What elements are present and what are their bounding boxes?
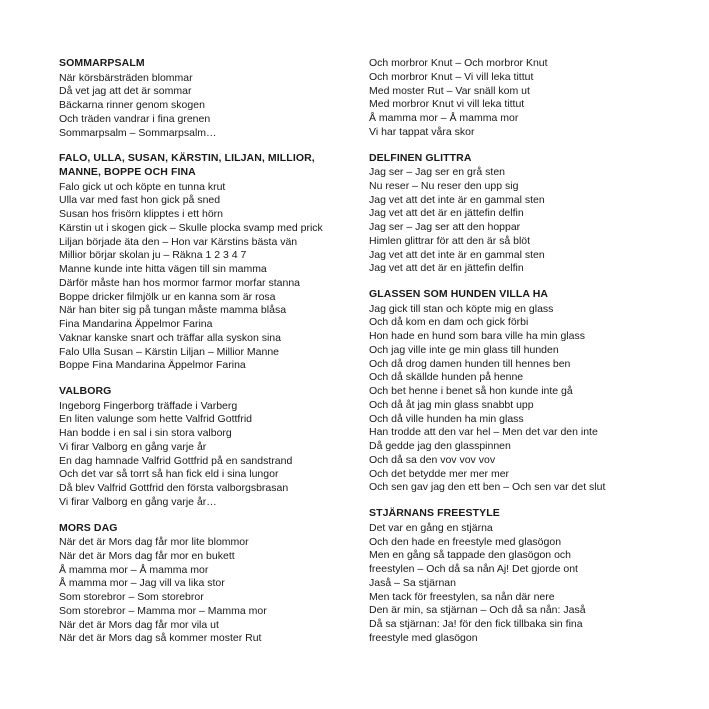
lyric-line: Manne kunde inte hitta vägen till sin mamma [59,263,267,276]
lyric-line: Han trodde att den var hel – Men det var den inte [369,426,598,439]
song-block [59,152,359,373]
lyric-line: Och då skällde hunden på henne [369,371,524,384]
lyric-line: När det är Mors dag får mor en bukett [59,549,235,562]
lyric-line: Då gedde jag den glasspinnen [369,440,511,453]
lyric-line: Boppe Fina Mandarina Äppelmor Farina [59,359,246,372]
lyric-line: Jag vet att det inte är en gammal sten [369,193,545,206]
lyric-line: Och bet henne i benet så hon kunde inte gå [369,385,573,398]
lyric-line: Då sa stjärnan: Ja! för den fick tillbaka sin fina [369,618,583,631]
lyric-line: Vi firar Valborg en gång varje år… [59,495,217,508]
lyric-line: När det är Mors dag får mor lite blommor [59,536,249,549]
lyric-line: Och jag ville inte ge min glass till hunden [369,343,559,356]
lyrics-column-left [59,57,359,658]
lyric-line: När det är Mors dag så kommer moster Rut [59,632,262,645]
lyric-line: Och då kom en dam och gick förbi [369,316,529,329]
lyric-line: Millior börjar skolan ju – Räkna 1 2 3 4 7 [59,249,247,262]
lyric-line: Vi har tappat våra skor [369,125,475,138]
lyric-line: Han bodde i en sal i sin stora valborg [59,427,232,440]
lyric-line: Sommarpsalm – Sommarpsalm… [59,126,217,139]
lyric-line: Bäckarna rinner genom skogen [59,99,205,112]
lyric-line: Hon hade en hund som bara ville ha min glass [369,330,585,343]
lyric-line: Som storebror – Som storebror [59,591,204,604]
lyric-line: Då vet jag att det är sommar [59,85,192,98]
lyric-line: Och det betydde mer mer mer [369,467,510,480]
lyric-line: Då blev Valfrid Gottfrid den första valborgsbrasan [59,482,289,495]
lyric-line: freestylen – Och då sa nån Aj! Det gjorde ont [369,563,578,576]
lyric-line: Himlen glittrar för att den är så blöt [369,234,531,247]
lyric-line: Jag gick till stan och köpte mig en glass [369,302,554,315]
lyric-line: Falo Ulla Susan – Kärstin Liljan – Millior Manne [59,345,280,358]
lyric-line: Jag ser – Jag ser att den hoppar [369,221,521,234]
lyric-line: Jag vet att det inte är en gammal sten [369,248,545,261]
lyric-line: Och det var så torrt så han fick eld i sina lungor [59,468,279,481]
lyric-line: Susan hos frisörn klipptes i ett hörn [59,208,224,221]
lyric-line: Och sen gav jag den ett ben – Och sen var det slut [369,481,606,494]
lyric-line: Boppe dricker filmjölk ur en kanna som är rosa [59,290,276,303]
lyric-line: Med moster Rut – Var snäll kom ut [369,84,530,97]
lyric-line: Men tack för freestylen, sa nån där nere [369,590,555,603]
song-block [369,152,669,277]
lyric-line: Och då åt jag min glass snabbt upp [369,398,534,411]
lyric-line: När körsbärsträden blommar [59,71,193,84]
song-block [369,288,669,495]
lyric-line: Kärstin ut i skogen gick – Skulle plocka svamp med prick [59,221,323,234]
lyric-line: Och träden vandrar i fina grenen [59,112,211,125]
lyric-line: Liljan började äta den – Hon var Kärstins bästa vän [59,235,298,248]
lyric-line: Som storebror – Mamma mor – Mamma mor [59,604,267,617]
song-block [59,522,359,647]
song-title: VALBORG [59,385,112,398]
lyric-line: Och då ville hunden ha min glass [369,412,524,425]
lyric-line: Falo gick ut och köpte en tunna krut [59,180,226,193]
lyrics-column-right [369,57,669,658]
lyric-line: Ingeborg Fingerborg träffade i Varberg [59,399,238,412]
lyric-line: När han biter sig på tungan måste mamma blåsa [59,304,287,317]
lyric-line: Vi firar Valborg en gång varje år [59,440,207,453]
song-title: DELFINEN GLITTRA [369,151,472,164]
lyric-line: Och då drog damen hunden till hennes ben [369,357,571,370]
lyric-line: Ulla var med fast hon gick på sned [59,194,221,207]
song-block [369,507,669,645]
lyric-line: Jaså – Sa stjärnan [369,576,456,589]
lyric-line: Jag vet att det är en jättefin delfin [369,262,524,275]
lyric-line: Å mamma mor – Å mamma mor [59,563,209,576]
song-title: MORS DAG [59,521,118,534]
lyric-line: Och morbror Knut – Och morbror Knut [369,57,548,69]
lyric-line: Jag ser – Jag ser en grå sten [369,166,505,179]
lyric-line: Med morbror Knut vi vill leka tittut [369,98,525,111]
lyric-line: Å mamma mor – Å mamma mor [369,112,519,124]
song-title: STJÄRNANS FREESTYLE [369,507,500,520]
lyric-line: Men en gång så tappade den glasögon och [369,549,571,562]
lyric-line: En dag hamnade Valfrid Gottfrid på en sandstrand [59,454,293,467]
lyric-line: freestyle med glasögon [369,631,478,644]
lyric-line: Och den hade en freestyle med glasögon [369,535,562,548]
song-title: GLASSEN SOM HUNDEN VILLA HA [369,288,549,301]
lyric-line: Därför måste han hos mormor farmor morfar stanna [59,276,300,289]
lyric-line: Vaknar kanske snart och träffar alla syskon sina [59,331,281,344]
lyric-line: Fina Mandarina Äppelmor Farina [59,318,213,331]
lyric-line: Jag vet att det är en jättefin delfin [369,207,524,220]
lyric-line: När det är Mors dag får mor vila ut [59,618,219,631]
lyric-line: Det var en gång en stjärna [369,521,493,534]
song-block [369,57,669,140]
song-title: SOMMARPSALM [59,57,145,69]
song-title: FALO, ULLA, SUSAN, KÄRSTIN, LILJAN, MILLIOR, MANNE, BOPPE OCH FINA [59,152,315,178]
song-block [59,385,359,510]
lyric-line: Och då sa den vov vov vov [369,453,496,466]
lyric-line: En liten valunge som hette Valfrid Gottfrid [59,413,252,426]
lyric-line: Den är min, sa stjärnan – Och då sa nån: Jaså [369,604,586,617]
lyric-line: Å mamma mor – Jag vill va lika stor [59,577,225,590]
lyric-line: Nu reser – Nu reser den upp sig [369,179,519,192]
song-block [59,57,359,140]
lyric-line: Och morbror Knut – Vi vill leka tittut [369,70,534,83]
